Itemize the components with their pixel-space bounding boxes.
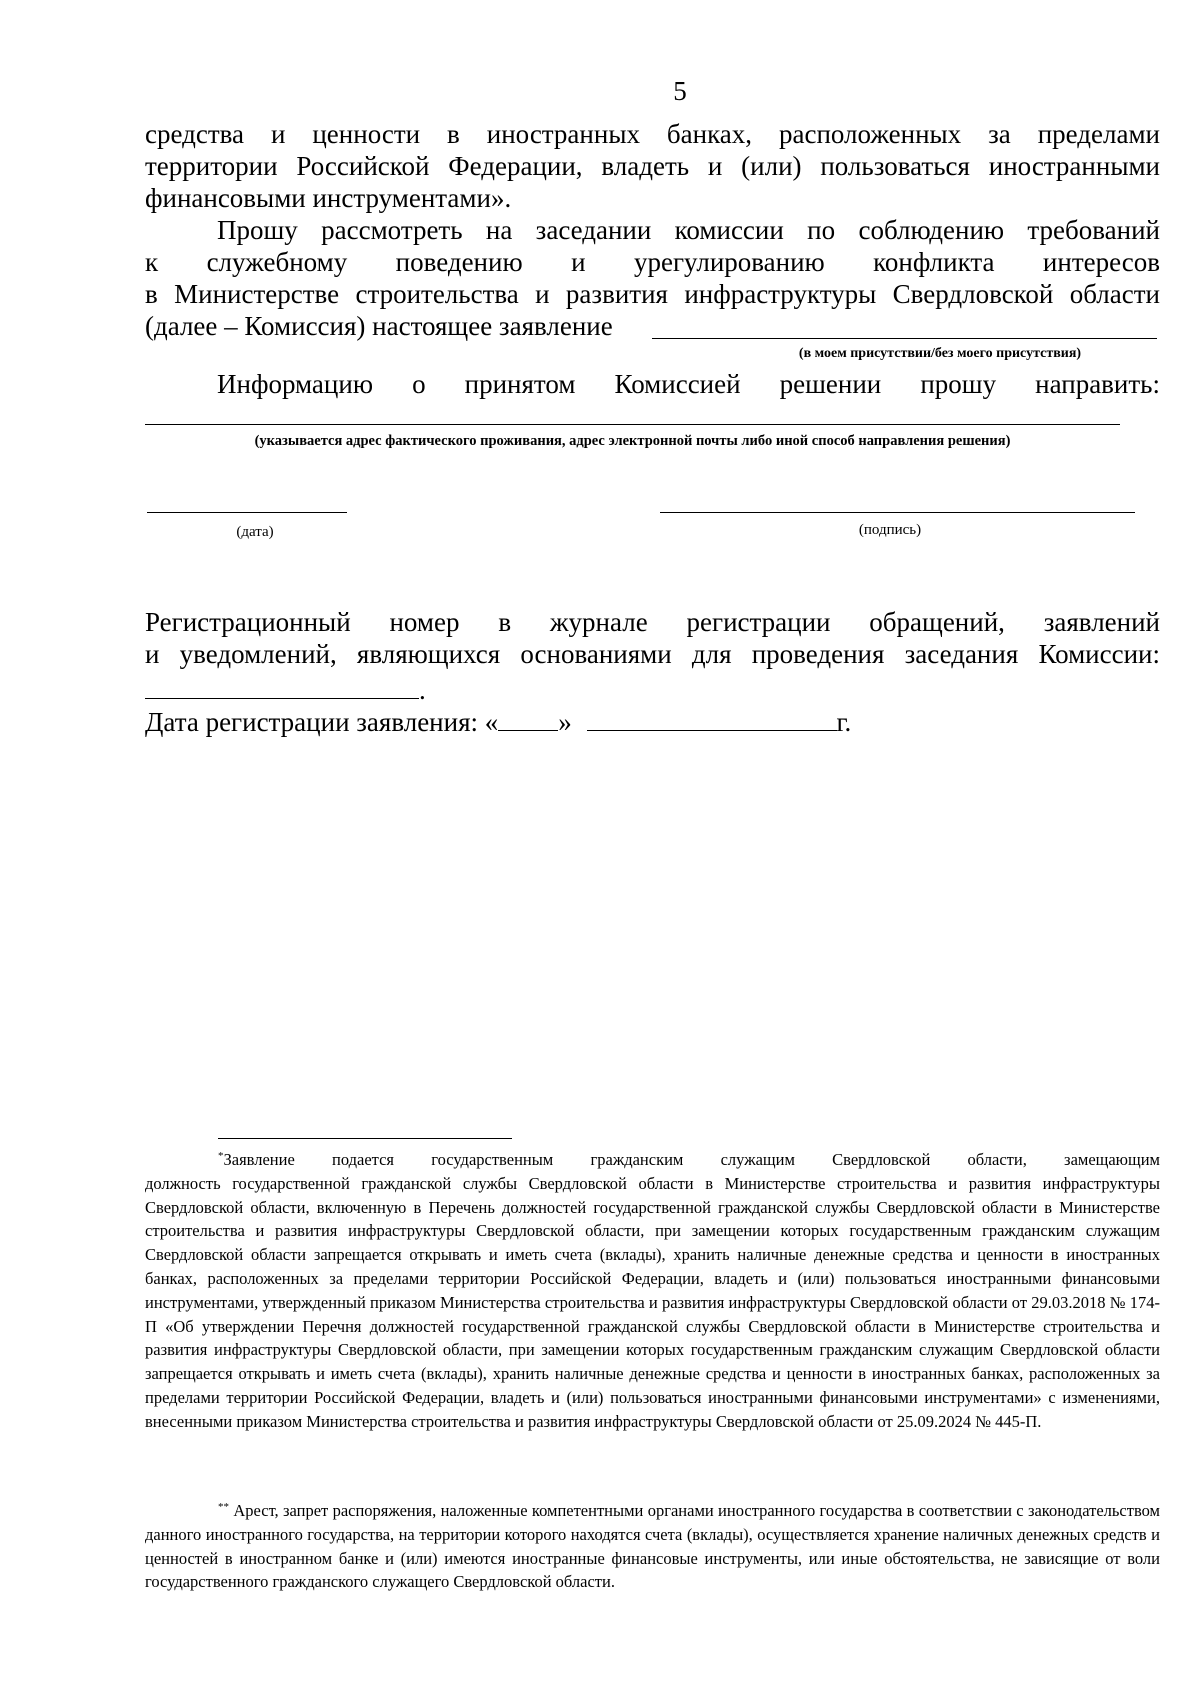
date-caption: (дата) <box>236 524 274 540</box>
regdate-day-fill[interactable] <box>498 706 558 731</box>
paragraph-line: средства и ценности в иностранных банках, расположенных за пределами <box>145 119 1160 149</box>
paragraph-line: и уведомлений, являющихся основаниями для проведения заседания Комиссии: <box>145 639 1160 669</box>
footnote-2 <box>145 1496 1160 1594</box>
paragraph-request <box>145 214 1160 342</box>
paragraph-intro <box>145 118 1160 214</box>
paragraph-line: Информацию о принятом Комиссией решении прошу направить: <box>217 369 1160 399</box>
presence-fill-line[interactable] <box>652 338 1157 339</box>
signature-caption: (подпись) <box>858 522 922 538</box>
registration-block <box>145 606 1160 706</box>
registration-date: Дата регистрации заявления: « » г. <box>145 707 852 737</box>
footnote-1 <box>145 1145 1160 1434</box>
footnote-body: должность государственной гражданской службы Свердловской области в Министерстве строительства и развития инфраструктуры Свердловской области, включенную в Перечень должностей государственной гражданской службы Свердловской области в Министерстве строительства и развития инфраструктуры Свердловской области, при замещении которых государственным гражданским служащим Свердловской области запрещается открывать и иметь счета (вклады), хранить наличные денежные средства и ценности в иностранных банках, расположенных за пределами территории Российской Федерации, владеть и (или) пользоваться иностранными финансовыми инструментами, утвержденный приказом Министерства строительства и развития инфраструктуры Свердловской области от 29.03.2018 № 174-П «Об утверждении Перечня должностей государственной гражданской службы Свердловской области в Министерстве строительства и развития инфраструктуры Свердловской области, при замещении которых государственным гражданским служащим Свердловской области запрещается открывать и иметь счета (вклады), хранить наличные денежные средства и ценности в иностранных банках, расположенных за пределами территории Российской Федерации, владеть и (или) пользоваться иностранными финансовыми инструментами» с изменениями, внесенными приказом Министерства строительства и развития инфраструктуры Свердловской области от 25.09.2024 № 445-П. <box>145 1173 1160 1431</box>
paragraph-line: финансовыми инструментами». <box>145 183 512 213</box>
signature-fill-line[interactable] <box>660 512 1135 513</box>
footnote-marker: * <box>218 1150 224 1162</box>
regdate-month-fill[interactable] <box>587 706 837 731</box>
address-fill-line[interactable] <box>145 424 1120 425</box>
registration-number-fill[interactable] <box>145 670 419 699</box>
paragraph-line: к служебному поведению и урегулированию конфликта интересов <box>145 247 1160 277</box>
paragraph-line: территории Российской Федерации, владеть и (или) пользоваться иностранными <box>145 151 1160 181</box>
date-fill-line[interactable] <box>147 512 347 513</box>
address-caption: (указывается адрес фактического проживания, адрес электронной почты либо иной способ направления решения) <box>254 433 1011 449</box>
footnote-marker: ** <box>218 1501 229 1513</box>
paragraph-line: . <box>145 670 1160 706</box>
footnote-body: ** Арест, запрет распоряжения, наложенные компетентными органами иностранного государства в соответствии с законодательством данного иностранного государства, на территории которого находятся счета (вклады), осуществляется хранение наличных денежных средств и ценностей в иностранном банке и (или) имеются иностранные финансовые инструменты, или иные обстоятельства, не зависящие от воли государственного гражданского служащего Свердловской области. <box>145 1501 1161 1592</box>
paragraph-info <box>145 368 1160 400</box>
statement-label: (далее – Комиссия) настоящее заявление <box>145 311 613 341</box>
regdate-label: Дата регистрации заявления: « <box>145 707 499 737</box>
paragraph-line: Регистрационный номер в журнале регистрации обращений, заявлений <box>145 607 1160 637</box>
paragraph-line: в Министерстве строительства и развития инфраструктуры Свердловской области <box>145 279 1160 309</box>
paragraph-line: Прошу рассмотреть на заседании комиссии по соблюдению требований <box>217 215 1160 245</box>
footnote-line: *Заявление подается государственным гражданским служащим Свердловской области, замещающим <box>218 1150 1160 1169</box>
presence-caption: (в моем присутствии/без моего присутствия) <box>798 346 1082 361</box>
footnote-separator <box>218 1138 512 1139</box>
page-number: 5 <box>673 76 687 106</box>
